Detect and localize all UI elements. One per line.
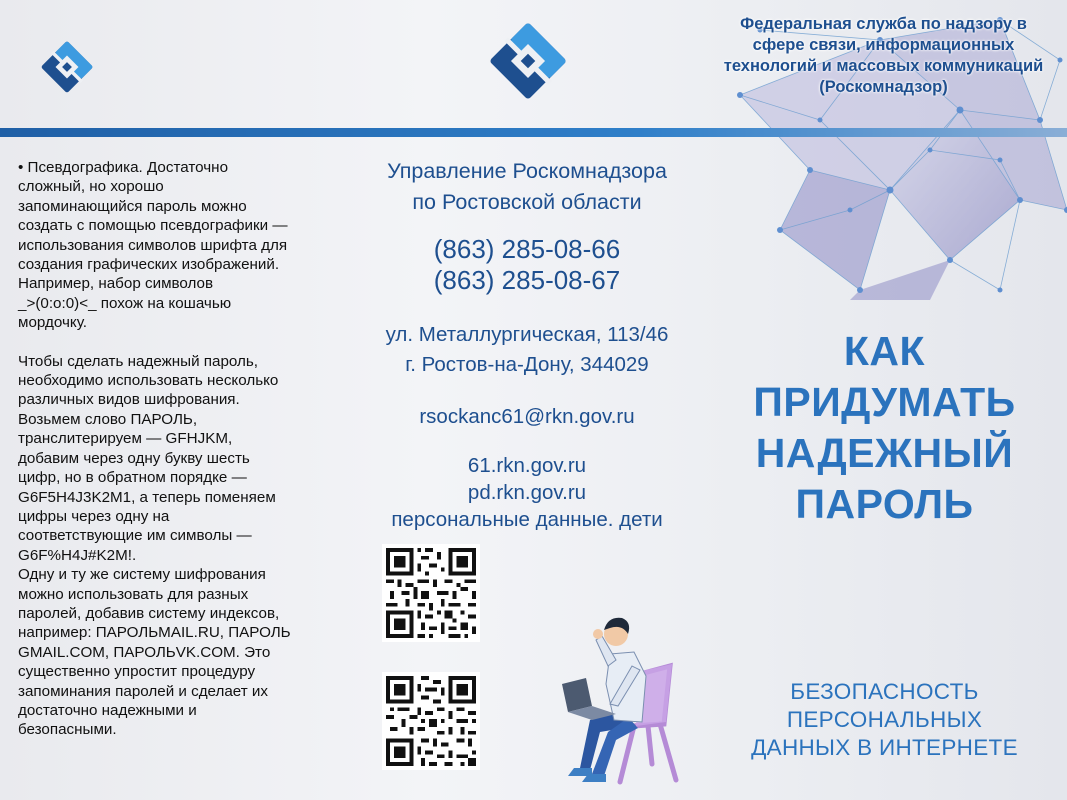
title-line-3: НАДЕЖНЫЙ [755,430,1014,476]
agency-line-4: (Роскомнадзор) [819,78,948,96]
text-line: • Псевдографика. Достаточно [18,159,229,176]
text-line: паролей, добавив систему индексов, [18,604,280,622]
text-line: запоминания паролей и сделает их [18,682,268,700]
text-line: добавим через одну букву шесть [18,449,250,467]
postal-address [352,320,702,380]
text-line: GMAIL.COM, ПАРОЛЬVK.COM. Это [18,643,271,661]
text-line: необходимо использовать несколько [18,372,279,390]
email-link[interactable]: rsockanc61@rkn.gov.ru [419,405,635,428]
text-line: сложный, но хорошо [18,178,164,196]
text-line: создания графических изображений. [18,256,280,274]
text-line: например: ПАРОЛЬMAIL.RU, ПАРОЛЬ [18,624,291,642]
subtitle-line-1: БЕЗОПАСНОСТЬ [790,679,979,704]
top-divider [0,128,1067,137]
title-line-4: ПАРОЛЬ [795,481,974,527]
text-line: существенно упростит процедуру [18,663,256,681]
text-line: соответствующие им символы — [18,527,252,545]
agency-line-2: сфере связи, информационных [752,36,1015,54]
website-links [352,452,702,533]
organization-line-1: Управление Роскомнадзора [387,159,667,183]
text-line: G6F5H4J3K2M1, а теперь поменяем [18,488,276,506]
paragraph-encryption [18,352,336,740]
website-link-1[interactable]: 61.rkn.gov.ru [467,454,587,477]
subtitle-line-3: ДАННЫХ В ИНТЕРНЕТЕ [751,735,1018,760]
text-line: безопасными. [18,721,117,739]
main-title [712,326,1057,530]
person-with-laptop-illustration [552,614,692,794]
text-line: Чтобы сделать надежный пароль, [18,352,259,370]
phone-1[interactable]: (863) 285-08-66 [433,234,621,264]
roskomnadzor-logo-icon [38,38,96,96]
organization-line-2: по Ростовской области [412,190,642,214]
agency-line-1: Федеральная служба по надзору в [740,15,1027,33]
agency-header [700,14,1067,98]
subtitle-line-2: ПЕРСОНАЛЬНЫХ [786,707,983,732]
phone-2[interactable]: (863) 285-08-67 [433,265,621,295]
website-link-2[interactable]: pd.rkn.gov.ru [467,481,587,504]
text-line: цифр, но в обратном порядке — [18,469,247,487]
title-line-1: КАК [843,328,926,374]
paragraph-pseudographics [18,158,336,333]
organization-title [352,156,702,218]
address-line-2: г. Ростов-на-Дону, 344029 [405,353,649,376]
qr-code-icon[interactable] [382,672,480,770]
text-line: _>(0:o:0)<_ похож на кошачью [18,294,232,312]
text-line: Одну и ту же систему шифрования [18,566,266,584]
text-line: можно использовать для разных [18,585,249,603]
text-line: G6F%H4J#K2M!. [18,546,137,564]
text-line: создать с помощью псевдографики — [18,217,288,235]
website-link-3[interactable]: персональные данные. дети [391,508,663,531]
text-line: различных видов шифрования. [18,391,240,409]
left-text-column [18,158,336,740]
text-line: запоминающийся пароль можно [18,197,247,215]
text-line: Например, набор символов [18,275,214,293]
agency-line-3: технологий и массовых коммуникаций [723,57,1044,75]
text-line: использования символов шрифта для [18,236,288,254]
text-line: Возьмем слово ПАРОЛЬ, [18,410,198,428]
text-line: достаточно надежными и [18,701,197,719]
qr-code-icon[interactable] [382,544,480,642]
phone-numbers [352,234,702,296]
text-line: транслитерируем — GFHJKM, [18,430,233,448]
title-line-2: ПРИДУМАТЬ [753,379,1016,425]
contacts-column [352,156,702,533]
subtitle [712,678,1057,762]
text-line: мордочку. [18,314,87,332]
roskomnadzor-logo-center-icon [485,18,571,104]
address-line-1: ул. Металлургическая, 113/46 [385,323,669,346]
text-line: цифры через одну на [18,507,170,525]
